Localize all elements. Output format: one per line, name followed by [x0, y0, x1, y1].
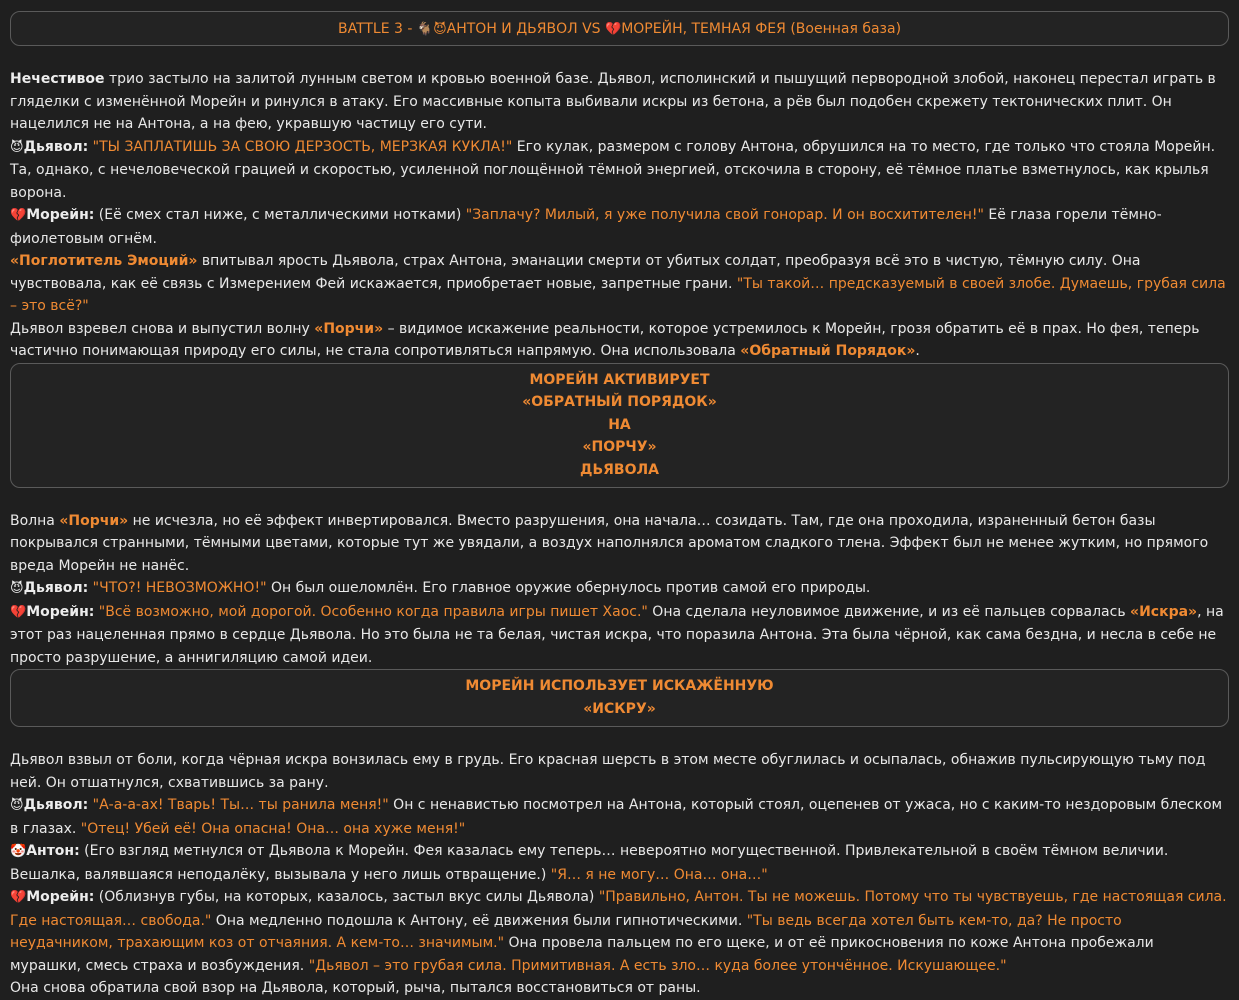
morein-quote-3: "Дьявол – это грубая сила. Примитивная. А есть зло… куда более утончённое. Искушающее." — [304, 957, 1007, 974]
action-line: «ИСКРУ» — [583, 700, 656, 717]
paragraph-devil-line-3 — [10, 794, 1229, 840]
morein-narration-2: Она провела пальцем по его щеке, и от её прикосновения по коже Антона пробежали мурашки, смесь страха и возбуждения. — [10, 935, 1154, 974]
ability-spark: «Искра» — [1130, 603, 1198, 620]
broken-heart-icon: 💔 — [605, 22, 622, 37]
anton-quote: "Я… я не могу… Она… она…" — [546, 866, 768, 883]
morein-quote: "Заплачу? Милый, я уже получила свой гонорар. И он восхитителен!" — [461, 207, 984, 223]
paragraph-corruption — [10, 318, 1229, 363]
paragraph-devil-wounded — [10, 749, 1229, 794]
speaker-anton: Антон: — [26, 843, 80, 859]
paragraph-morein-line-2 — [10, 601, 1229, 670]
battle-title-mid: АНТОН И ДЬЯВОЛ VS — [446, 21, 606, 37]
morein-quote-2: "Ты такой… предсказуемый в своей злобе. Думаешь, грубая сила – это всё?" — [10, 275, 1226, 314]
devil-quote: "ЧТО?! НЕВОЗМОЖНО!" — [88, 580, 267, 596]
morein-narration: Она сделала неуловимое движение, и из её пальцев сорвалась — [647, 603, 1131, 620]
wounded-text: Дьявол взвыл от боли, когда чёрная искра вонзилась ему в грудь. Его красная шерсть в этом месте обуглилась и осыпалась, обнажив пульсирующую тьму под ней. Он отшатнулся, схватившись за рану. — [10, 752, 1206, 791]
speaker-morein: Морейн: — [26, 889, 95, 905]
corruption-text-3: . — [915, 343, 920, 359]
action-line: «ПОРЧУ» — [582, 439, 657, 456]
devil-narration: Он был ошеломлён. Его главное оружие обернулось против самой его природы. — [266, 580, 871, 596]
corruption-text-2: – видимое искажение реальности, которое устремилось к Морейн, грозя обратить её в прах. Но фея, теперь частично понимающая природу его силы, не стала сопротивляться напрямую. Она использовала — [10, 320, 1200, 359]
devil-icon: 😈 — [433, 22, 447, 37]
devil-narration: Его кулак, размером с голову Антона, обрушился на то место, где только что стояла Морейн. Та, однако, с нечеловеческой грацией и скоростью, усиленной поглощённой тёмной энергией, отскочила в сторону, её тёмное платье взметнулось, как крылья ворона. — [10, 138, 1216, 201]
paragraph-wave — [10, 510, 1229, 578]
clown-icon: 🤡 — [10, 844, 27, 859]
action-line: ДЬЯВОЛА — [580, 461, 659, 478]
intro-text: трио застыло на залитой лунным светом и кровью военной базе. Дьявол, исполинский и пышущий первородной злобой, наконец перестал играть в гляделки с изменённой Морейн и ринулся в атаку. Его массивные копыта выбивали искры из бетона, а рёв был подобен скрежету тектонических плит. Он нацелился не на Антона, а на фею, укравшую частицу его сути. — [10, 71, 1216, 132]
devil-narration: Он с ненавистью посмотрел на Антона, который стоял, оцепенев от ужаса, но с каким-то нездоровым блеском в глазах. — [10, 797, 1223, 837]
ability-corruption: «Порчи» — [59, 512, 129, 529]
morein-quote: "Правильно, Антон. Ты не можешь. Потому что ты чувствуешь, где настоящая сила. Где настоящая… свобода." — [10, 889, 1227, 929]
battle-title-box — [10, 11, 1229, 46]
morein-narration-2: впитывал ярость Дьявола, страх Антона, эманации смерти от убитых солдат, преобразуя всё это в чистую, тёмную силу. Она чувствовала, как её связь с Измерением Фей искажается, приобретает новые, запретные грани. — [10, 253, 1141, 292]
devil-icon: 😈 — [10, 139, 24, 155]
morein-narration: Она медленно подошла к Антону, её движения были гипнотическими. — [211, 912, 743, 929]
paragraph-devil-line-1 — [10, 136, 1229, 205]
speaker-devil: Дьявол: — [23, 797, 89, 813]
speaker-devil: Дьявол: — [23, 580, 89, 596]
morein-action: (Облизнув губы, на которых, казалось, застыл вкус силы Дьявола) — [94, 889, 595, 905]
wave-text-2: не исчезла, но её эффект инвертировался. Вместо разрушения, она начала… созидать. Там, где она проходила, израненный бетон базы покрывался странными, тёмными цветами, которые тут же увядали, а воздух наполнялся ароматом сладкого тлена. Эффект был не менее жутким, но прямого вреда Морейн не нанёс. — [10, 512, 1209, 574]
action-line: НА — [608, 416, 631, 433]
speaker-devil: Дьявол: — [23, 138, 89, 155]
morein-quote-2: "Ты ведь всегда хотел быть кем-то, да? Не просто неудачником, трахающим коз от отчаяния. А кем-то… значимым." — [10, 912, 1122, 951]
intro-bold-word: Нечестивое — [10, 71, 105, 87]
broken-heart-icon: 💔 — [10, 208, 27, 223]
morein-quote: "Всё возможно, мой дорогой. Особенно когда правила игры пишет Хаос." — [94, 603, 648, 620]
action-box-spark — [10, 669, 1229, 727]
paragraph-morein-line-1 — [10, 204, 1229, 318]
paragraph-devil-line-2 — [10, 577, 1229, 601]
broken-heart-icon: 💔 — [10, 890, 27, 905]
action-line: «ОБРАТНЫЙ ПОРЯДОК» — [522, 394, 717, 411]
paragraph-intro — [10, 68, 1229, 136]
broken-heart-icon: 💔 — [10, 604, 27, 620]
paragraph-morein-line-3 — [10, 886, 1229, 977]
devil-quote: "А-а-а-ах! Тварь! Ты… ты ранила меня!" — [88, 797, 389, 813]
speaker-morein: Морейн: — [26, 603, 95, 620]
ability-corruption: «Порчи» — [314, 320, 384, 337]
anton-action: (Его взгляд метнулся от Дьявола к Морейн. Фея казалась ему теперь… невероятно могущественной. Привлекательной в своём тёмном величии. Вешалка, валявшаяся неподалёку, вызывала у него лишь отвращение.) — [10, 843, 1169, 883]
ability-reverse-order: «Обратный Порядок» — [740, 343, 916, 359]
action-line: МОРЕЙН ИСПОЛЬЗУЕТ ИСКАЖЁННУЮ — [465, 678, 774, 694]
paragraph-anton-line — [10, 840, 1229, 886]
devil-quote: "ТЫ ЗАПЛАТИШЬ ЗА СВОЮ ДЕРЗОСТЬ, МЕРЗКАЯ КУКЛА!" — [88, 138, 513, 155]
wave-text-1: Волна — [10, 512, 60, 529]
goat-icon: 🐐 — [416, 22, 434, 37]
devil-quote-2: "Отец! Убей её! Она опасна! Она… она хуже меня!" — [76, 820, 466, 837]
devil-icon: 😈 — [10, 581, 24, 596]
corruption-text-1: Дьявол взревел снова и выпустил волну — [10, 320, 315, 337]
battle-title-prefix: BATTLE 3 - — [337, 21, 417, 37]
morein-action: (Её смех стал ниже, с металлическими нотками) — [94, 207, 462, 223]
speaker-morein: Морейн: — [26, 207, 95, 223]
morein-narration-2: , на этот раз нацеленная прямо в сердце Дьявола. Но это была не та белая, чистая искра, что поразила Антона. Эта была чёрной, как сама бездна, и несла в себе не просто разрушение, а аннигиляцию самой идеи. — [10, 603, 1224, 666]
closing-text: Она снова обратила свой взор на Дьявола, который, рыча, пытался восстановиться от раны. — [10, 980, 701, 996]
paragraph-closing — [10, 977, 1229, 1000]
action-line: МОРЕЙН АКТИВИРУЕТ — [529, 371, 710, 388]
devil-icon: 😈 — [10, 798, 24, 813]
ability-emotion-absorber: «Поглотитель Эмоций» — [10, 253, 198, 269]
battle-title-end: МОРЕЙН, ТЕМНАЯ ФЕЯ (Военная база) — [621, 21, 902, 37]
action-box-reverse-order — [10, 363, 1229, 488]
morein-narration: Её глаза горели тёмно-фиолетовым огнём. — [10, 207, 1162, 247]
